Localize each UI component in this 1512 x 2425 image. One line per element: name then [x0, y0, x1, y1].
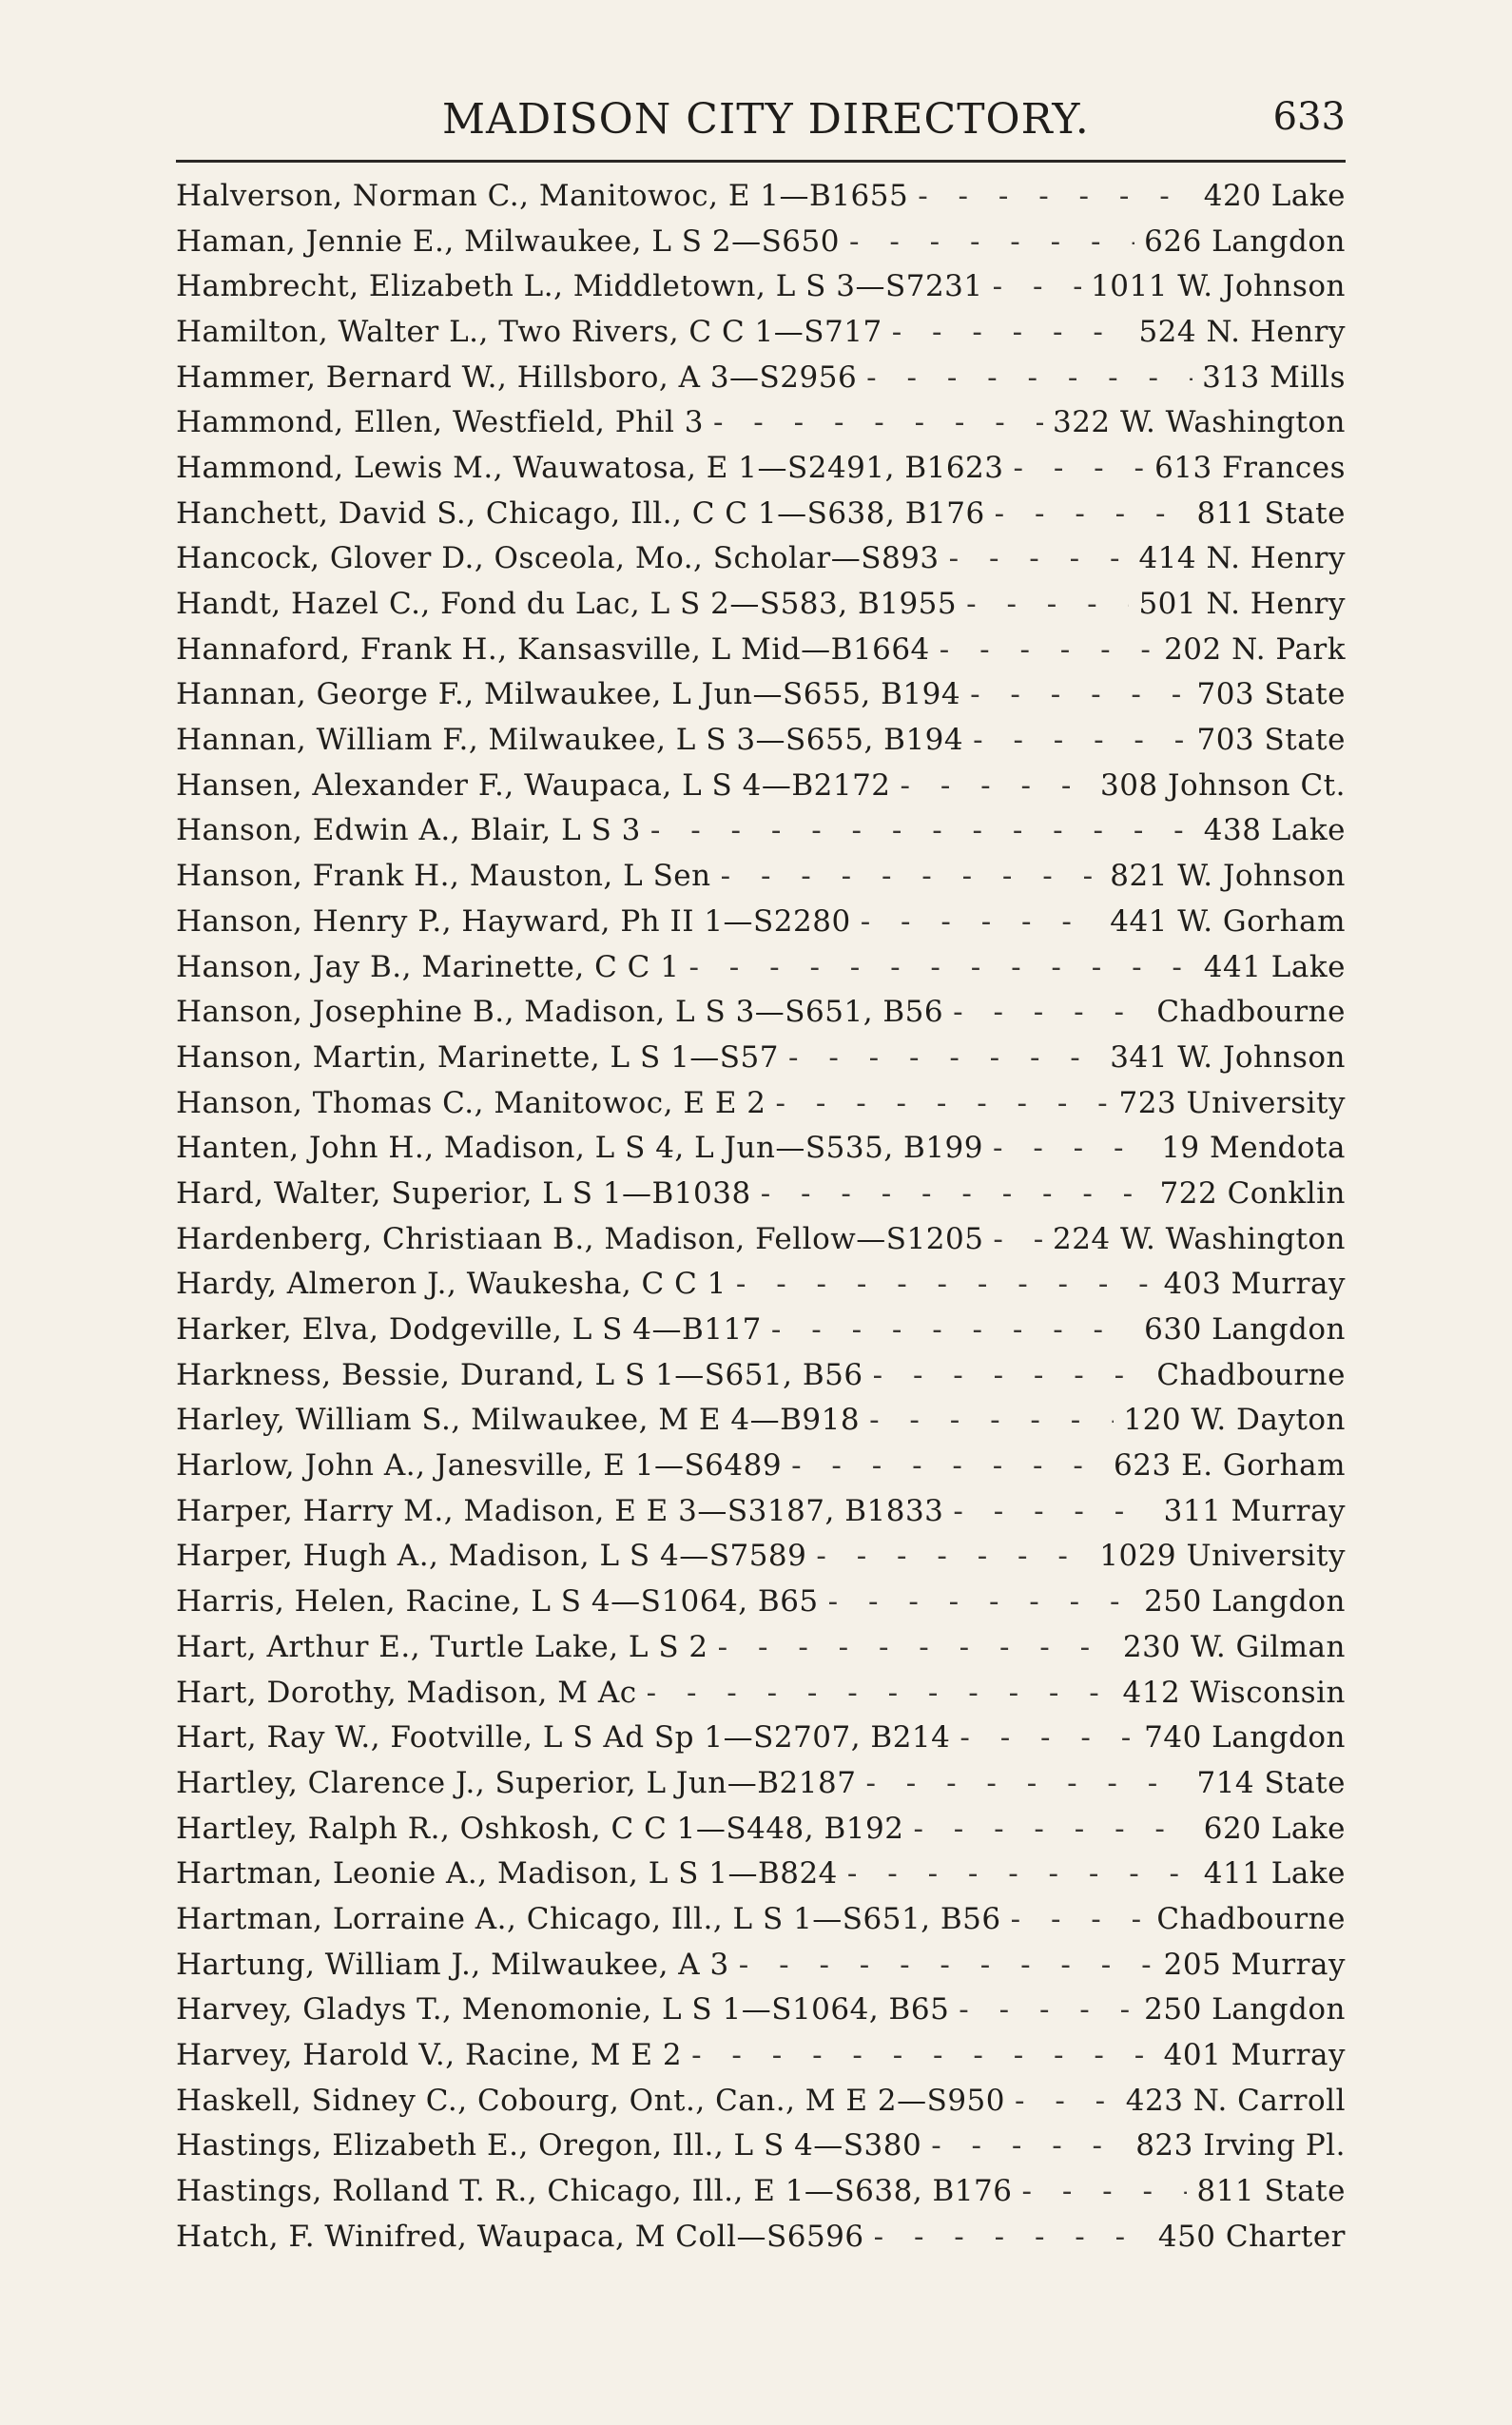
dot-leader: [861, 904, 1101, 939]
dot-leader: [873, 1358, 1148, 1392]
entry-name: Hastings, Rolland T. R., Chicago, Ill., E 1—S638, B176: [176, 2174, 1013, 2209]
dot-leader: [865, 1766, 1187, 1800]
page-title: MADISON CITY DIRECTORY.: [442, 95, 1090, 144]
directory-entry: [176, 263, 1346, 309]
entry-name: Hansen, Alexander F., Waupaca, L S 4—B2172: [176, 767, 891, 803]
entry-address: 120 W. Dayton: [1123, 1403, 1346, 1438]
entry-name: Hammer, Bernard W., Hillsboro, A 3—S2956: [176, 359, 858, 395]
entry-address: 19 Mendota: [1161, 1131, 1346, 1166]
entry-name: Hanson, Frank H., Mauston, L Sen: [176, 859, 711, 894]
entry-address: Chadbourne: [1156, 1357, 1346, 1392]
entry-address: 414 N. Henry: [1138, 541, 1346, 576]
dot-leader: [970, 677, 1187, 711]
dot-leader: [771, 1312, 1134, 1347]
dot-leader: [993, 1222, 1043, 1256]
page-number: 633: [1272, 95, 1346, 139]
entry-address: 224 W. Washington: [1052, 1221, 1346, 1256]
entry-address: 401 Murray: [1163, 2038, 1346, 2073]
entry-address: 703 State: [1196, 677, 1346, 712]
entry-address: 524 N. Henry: [1138, 314, 1346, 349]
entry-address: 441 W. Gorham: [1110, 903, 1346, 939]
entry-name: Hammond, Ellen, Westfield, Phil 3: [176, 405, 704, 440]
dot-leader: [1011, 1902, 1148, 1936]
entry-name: Hannaford, Frank H., Kansasville, L Mid—B1664: [176, 631, 930, 667]
dot-leader: [913, 1812, 1193, 1846]
dot-leader: [828, 1584, 1134, 1619]
directory-entry: [176, 1035, 1346, 1080]
directory-entry: [176, 2032, 1346, 2078]
entry-name: Harper, Harry M., Madison, E E 3—S3187, B1833: [176, 1493, 944, 1528]
entry-address: 630 Langdon: [1144, 1312, 1346, 1348]
entry-name: Hancock, Glover D., Osceola, Mo., Scholar—S893: [176, 541, 940, 576]
dot-leader: [761, 1176, 1151, 1211]
entry-address: 811 State: [1196, 495, 1346, 531]
dot-leader: [739, 1948, 1154, 1982]
entry-address: 308 Johnson Ct.: [1100, 767, 1346, 803]
dot-leader: [647, 1676, 1114, 1710]
directory-entry: [176, 1488, 1346, 1534]
directory-entry: [176, 219, 1346, 264]
entry-name: Hanchett, David S., Chicago, Ill., C C 1—S638, B176: [176, 495, 985, 531]
entry-name: Hanson, Henry P., Hayward, Ph II 1—S2280: [176, 903, 851, 939]
entry-address: 441 Lake: [1203, 949, 1346, 984]
entry-name: Hammond, Lewis M., Wauwatosa, E 1—S2491, B1623: [176, 450, 1004, 485]
dot-leader: [788, 1040, 1100, 1075]
entry-address: 811 State: [1196, 2174, 1346, 2209]
directory-entry: [176, 1398, 1346, 1444]
directory-entry: [176, 1715, 1346, 1760]
dot-leader: [849, 224, 1134, 259]
entry-address: 626 Langdon: [1144, 223, 1346, 259]
entry-address: 412 Wisconsin: [1122, 1675, 1346, 1710]
directory-entry: [176, 1851, 1346, 1896]
dot-leader: [901, 768, 1092, 803]
directory-entry: [176, 309, 1346, 355]
entry-name: Harley, William S., Milwaukee, M E 4—B918: [176, 1403, 861, 1438]
directory-entry: [176, 989, 1346, 1035]
entry-address: 250 Langdon: [1144, 1992, 1346, 2027]
entry-name: Hannan, George F., Milwaukee, L Jun—S655, B194: [176, 677, 961, 712]
directory-entry: [176, 1624, 1346, 1670]
directory-entry: [176, 1806, 1346, 1852]
dot-leader: [940, 632, 1154, 667]
dot-leader: [953, 1494, 1153, 1528]
dot-leader: [869, 1403, 1114, 1437]
directory-entry: [176, 1670, 1346, 1716]
dot-leader: [959, 1992, 1134, 2027]
directory-entry: [176, 491, 1346, 536]
directory-entry: [176, 944, 1346, 990]
directory-entry: [176, 2078, 1346, 2124]
entry-name: Hart, Ray W., Footville, L S Ad Sp 1—S2707, B214: [176, 1720, 951, 1756]
dot-leader: [874, 2220, 1149, 2254]
directory-entry: [176, 355, 1346, 400]
dot-leader: [993, 269, 1081, 303]
directory-entry: [176, 173, 1346, 219]
entry-address: Chadbourne: [1156, 995, 1346, 1030]
entry-address: 230 W. Gilman: [1122, 1629, 1346, 1664]
entry-name: Harkness, Bessie, Durand, L S 1—S651, B56: [176, 1357, 863, 1392]
entry-name: Hartung, William J., Milwaukee, A 3: [176, 1947, 729, 1982]
entry-name: Harvey, Gladys T., Menomonie, L S 1—S1064, B65: [176, 1992, 950, 2027]
entry-address: 450 Charter: [1157, 2219, 1346, 2254]
dot-leader: [1022, 2174, 1188, 2208]
dot-leader: [713, 405, 1043, 439]
entry-address: 438 Lake: [1203, 813, 1346, 848]
entry-name: Harper, Hugh A., Madison, L S 4—S7589: [176, 1539, 807, 1574]
entry-name: Hambrecht, Elizabeth L., Middletown, L S 3—S7231: [176, 269, 983, 304]
dot-leader: [650, 813, 1194, 847]
dot-leader: [953, 995, 1147, 1029]
directory-entry: [176, 399, 1346, 445]
directory-entry: [176, 717, 1346, 763]
dot-leader: [960, 1720, 1134, 1755]
entry-address: 501 N. Henry: [1138, 587, 1346, 622]
entry-name: Hardy, Almeron J., Waukesha, C C 1: [176, 1267, 727, 1302]
entry-address: 703 State: [1196, 723, 1346, 758]
entry-name: Haman, Jennie E., Milwaukee, L S 2—S650: [176, 223, 840, 259]
entry-name: Hamilton, Walter L., Two Rivers, C C 1—S717: [176, 314, 882, 349]
dot-leader: [688, 950, 1193, 984]
entry-name: Hastings, Elizabeth E., Oregon, Ill., L S 4—S380: [176, 2128, 922, 2163]
dot-leader: [776, 1086, 1110, 1120]
entry-name: Hartman, Leonie A., Madison, L S 1—B824: [176, 1856, 838, 1892]
directory-entry: [176, 2124, 1346, 2169]
entry-name: Handt, Hazel C., Fond du Lac, L S 2—S583, B1955: [176, 587, 958, 622]
directory-entry: [176, 1216, 1346, 1262]
page-header: [176, 95, 1346, 152]
dot-leader: [995, 496, 1188, 531]
entry-address: 313 Mills: [1202, 359, 1346, 395]
directory-entry: [176, 1352, 1346, 1398]
dot-leader: [1015, 2084, 1116, 2118]
entry-address: 411 Lake: [1203, 1856, 1346, 1892]
entry-name: Harris, Helen, Racine, L S 4—S1064, B65: [176, 1584, 819, 1620]
dot-leader: [816, 1539, 1090, 1573]
directory-entry: [176, 445, 1346, 491]
entry-name: Hanson, Thomas C., Manitowoc, E E 2: [176, 1085, 766, 1120]
directory-entry: [176, 763, 1346, 808]
entry-name: Hanten, John H., Madison, L S 4, L Jun—S535, B199: [176, 1131, 983, 1166]
entry-address: 623 E. Gorham: [1114, 1448, 1346, 1484]
dot-leader: [1014, 451, 1146, 485]
directory-entry: [176, 627, 1346, 672]
entry-address: 423 N. Carroll: [1125, 2083, 1346, 2118]
entry-address: 403 Murray: [1163, 1267, 1346, 1302]
directory-entry: [176, 536, 1346, 582]
directory-entry: [176, 1988, 1346, 2033]
entry-address: 723 University: [1118, 1085, 1346, 1120]
directory-entry: [176, 1579, 1346, 1624]
entry-name: Hart, Arthur E., Turtle Lake, L S 2: [176, 1629, 708, 1664]
directory-entry-list: [176, 173, 1346, 2260]
entry-name: Hanson, Edwin A., Blair, L S 3: [176, 813, 641, 848]
dot-leader: [966, 587, 1129, 621]
directory-entry: [176, 1942, 1346, 1988]
dot-leader: [847, 1856, 1194, 1891]
entry-name: Halverson, Norman C., Manitowoc, E 1—B1655: [176, 178, 909, 213]
entry-address: 722 Conklin: [1159, 1175, 1346, 1211]
dot-leader: [973, 723, 1187, 757]
dot-leader: [993, 1131, 1152, 1165]
entry-name: Harlow, John A., Janesville, E 1—S6489: [176, 1448, 783, 1484]
entry-name: Hartley, Clarence J., Superior, L Jun—B2187: [176, 1765, 857, 1800]
directory-entry: [176, 1262, 1346, 1308]
entry-name: Haskell, Sidney C., Cobourg, Ont., Can., M E 2—S950: [176, 2083, 1006, 2118]
entry-name: Hartman, Lorraine A., Chicago, Ill., L S 1—S651, B56: [176, 1901, 1001, 1936]
directory-entry: [176, 899, 1346, 944]
directory-entry: [176, 672, 1346, 718]
directory-entry: [176, 1171, 1346, 1216]
entry-name: Hannan, William F., Milwaukee, L S 3—S655, B194: [176, 723, 964, 758]
entry-name: Harker, Elva, Dodgeville, L S 4—B117: [176, 1312, 762, 1348]
directory-entry: [176, 1307, 1346, 1352]
dot-leader: [718, 1630, 1114, 1664]
entry-address: 620 Lake: [1203, 1811, 1346, 1846]
entry-address: 740 Langdon: [1144, 1720, 1346, 1756]
entry-address: Chadbourne: [1156, 1901, 1346, 1936]
entry-name: Hardenberg, Christiaan B., Madison, Fellow—S1205: [176, 1221, 984, 1256]
dot-leader: [892, 315, 1130, 349]
entry-address: 250 Langdon: [1144, 1584, 1346, 1620]
dot-leader: [931, 2128, 1126, 2163]
entry-name: Hard, Walter, Superior, L S 1—B1038: [176, 1175, 751, 1211]
entry-name: Hartley, Ralph R., Oshkosh, C C 1—S448, B192: [176, 1811, 904, 1846]
entry-address: 613 Frances: [1154, 450, 1346, 485]
dot-leader: [949, 541, 1130, 575]
entry-address: 205 Murray: [1163, 1947, 1346, 1982]
entry-address: 714 State: [1196, 1765, 1346, 1800]
entry-name: Hart, Dorothy, Madison, M Ac: [176, 1675, 637, 1710]
entry-address: 420 Lake: [1203, 178, 1346, 213]
directory-entry: [176, 1760, 1346, 1806]
directory-entry: [176, 1443, 1346, 1488]
entry-name: Hatch, F. Winifred, Waupaca, M Coll—S6596: [176, 2219, 864, 2254]
entry-address: 202 N. Park: [1164, 631, 1346, 667]
directory-entry: [176, 1125, 1346, 1171]
entry-address: 823 Irving Pl.: [1135, 2128, 1346, 2163]
header-divider: [176, 160, 1346, 163]
directory-entry: [176, 2168, 1346, 2214]
dot-leader: [791, 1448, 1104, 1483]
directory-entry: [176, 581, 1346, 627]
dot-leader: [721, 859, 1101, 893]
entry-name: Hanson, Jay B., Marinette, C C 1: [176, 949, 680, 984]
directory-entry: [176, 1896, 1346, 1942]
entry-address: 821 W. Johnson: [1110, 859, 1346, 894]
directory-entry: [176, 808, 1346, 854]
directory-entry: [176, 1080, 1346, 1126]
entry-address: 311 Murray: [1163, 1493, 1346, 1528]
dot-leader: [918, 179, 1194, 213]
entry-name: Harvey, Harold V., Racine, M E 2: [176, 2038, 683, 2073]
dot-leader: [691, 2038, 1154, 2072]
directory-entry: [176, 1534, 1346, 1580]
entry-address: 1029 University: [1099, 1539, 1346, 1574]
directory-entry: [176, 2214, 1346, 2260]
dot-leader: [866, 360, 1192, 395]
entry-address: 322 W. Washington: [1052, 405, 1346, 440]
entry-address: 341 W. Johnson: [1110, 1039, 1346, 1075]
entry-name: Hanson, Josephine B., Madison, L S 3—S651, B56: [176, 995, 944, 1030]
directory-entry: [176, 853, 1346, 899]
entry-address: 1011 W. Johnson: [1091, 269, 1346, 304]
entry-name: Hanson, Martin, Marinette, L S 1—S57: [176, 1039, 779, 1075]
dot-leader: [736, 1267, 1154, 1301]
